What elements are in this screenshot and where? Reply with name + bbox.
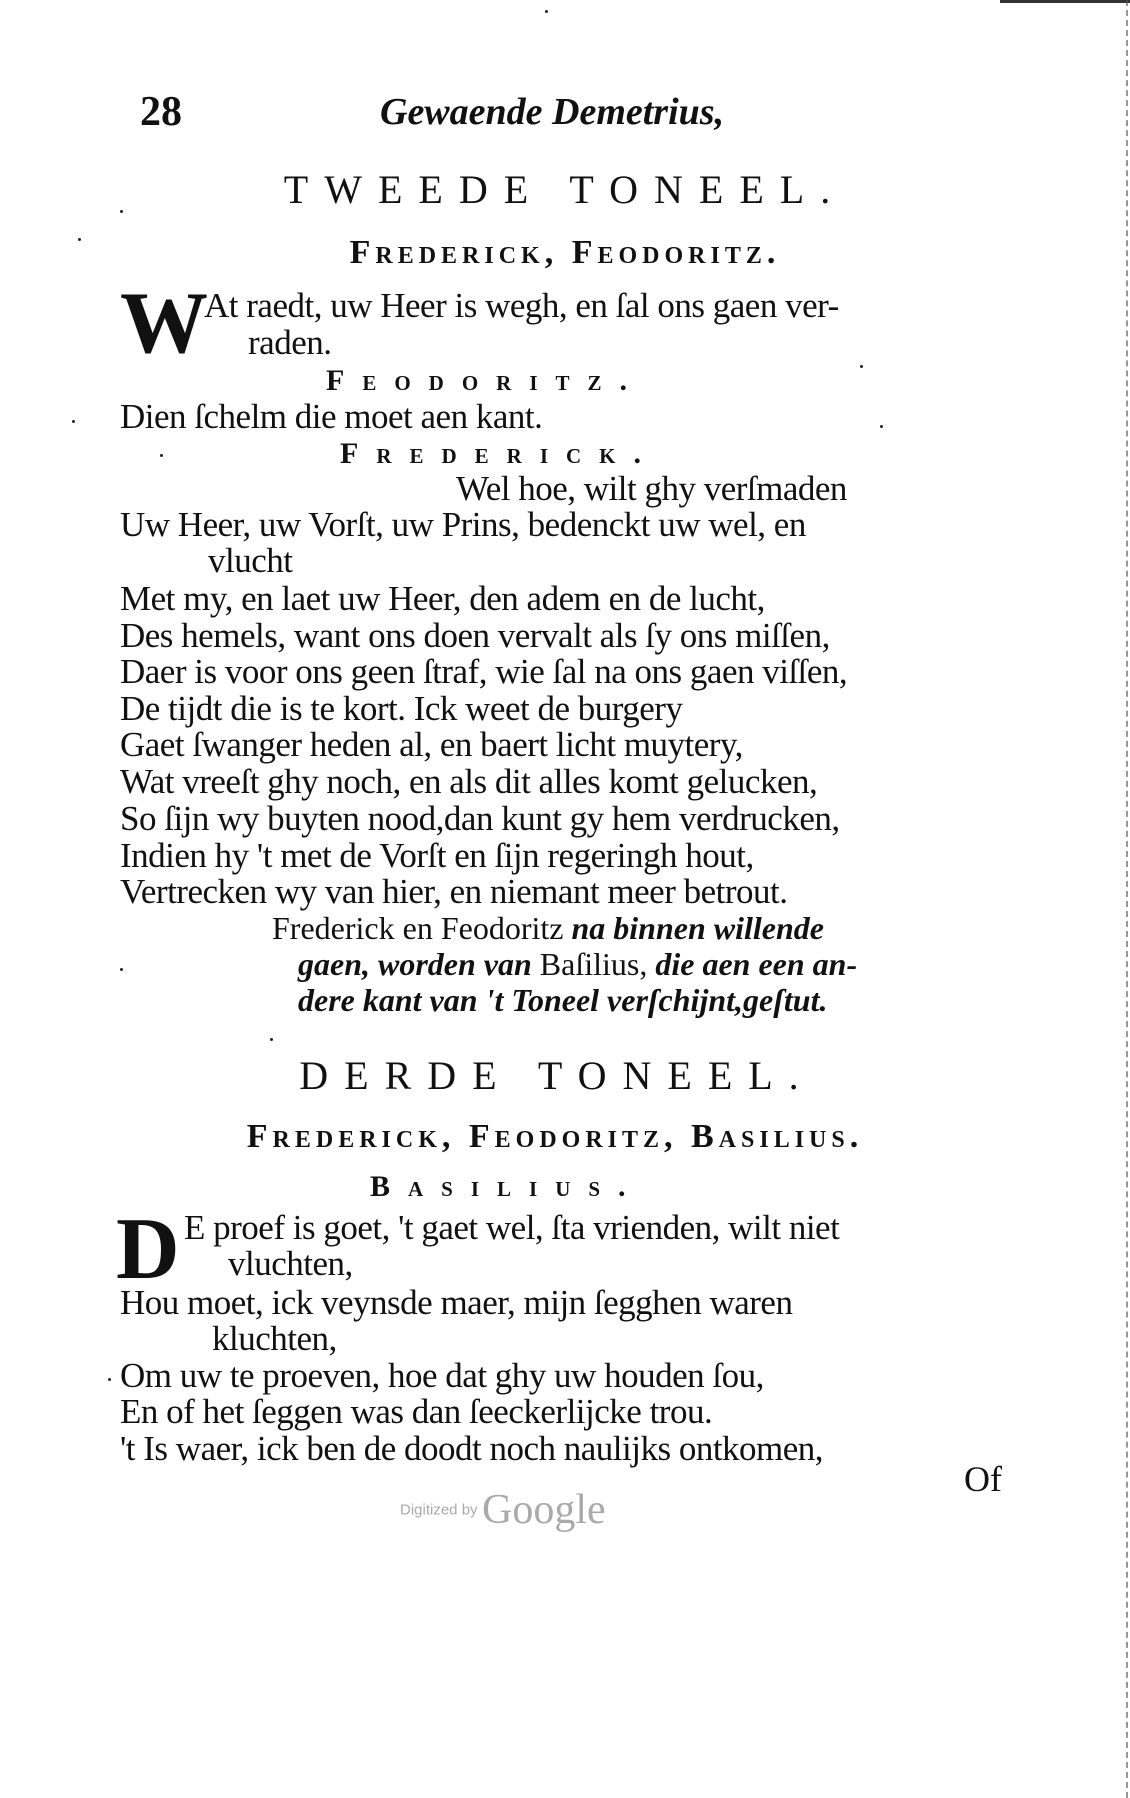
stage-direction-line xyxy=(298,946,857,983)
stage-direction-roman: Baſilius, xyxy=(539,946,648,982)
scene2-cast-list: Frederick, Feodoritz. xyxy=(349,234,781,271)
verse-line: De tijdt die is te kort. Ick weet de burgery xyxy=(120,689,683,728)
running-head xyxy=(140,88,840,138)
verse-line: Indien hy 't met de Vorſt en ſijn regeringh hout, xyxy=(120,836,754,875)
verse-line: 't Is waer, ick ben de doodt noch naulijks ontkomen, xyxy=(120,1429,824,1468)
verse-line: Met my, en laet uw Heer, den adem en de lucht, xyxy=(120,579,765,618)
stage-direction-roman: Frederick en Feodoritz xyxy=(272,910,564,946)
stage-direction-italic: die aen een an- xyxy=(655,946,858,982)
speaker-feodoritz: Feodoritz. xyxy=(326,364,646,397)
scan-speck xyxy=(860,365,863,368)
scan-speck xyxy=(270,1038,273,1041)
stage-direction-line xyxy=(272,910,824,947)
verse-line: Wat vreeſt ghy noch, en als dit alles komt gelucken, xyxy=(120,762,818,801)
scan-speck xyxy=(108,1378,111,1381)
verse-line: vluchten, xyxy=(228,1244,353,1283)
stage-direction-italic: dere kant van 't Toneel verſchijnt,geſtut. xyxy=(298,982,828,1018)
scan-speck xyxy=(120,210,123,213)
verse-line: En of het ſeggen was dan ſeeckerlijcke trou. xyxy=(120,1392,713,1431)
verse-line: raden. xyxy=(248,323,332,362)
stage-direction-italic: na binnen willende xyxy=(571,910,824,946)
speaker-basilius: Basilius. xyxy=(370,1170,644,1203)
speaker-frederick: Frederick. xyxy=(340,437,660,470)
catchword: Of xyxy=(964,1459,1002,1499)
scan-speck xyxy=(880,425,883,428)
verse-line: At raedt, uw Heer is wegh, en ſal ons gaen ver- xyxy=(204,286,839,325)
stage-direction-italic: gaen, worden van xyxy=(298,946,532,982)
verse-line: Vertrecken wy van hier, en niemant meer betrout. xyxy=(120,872,788,911)
scene-heading-derde-toneel: DERDE TONEEL. xyxy=(299,1053,815,1098)
verse-line: E proef is goet, 't gaet wel, ſta vrienden, wilt niet xyxy=(184,1208,840,1247)
running-title: Gewaende Demetrius, xyxy=(380,91,725,133)
digitized-watermark xyxy=(400,1486,606,1534)
scene3-cast-list: Frederick, Feodoritz, Basilius. xyxy=(246,1118,864,1155)
scan-speck xyxy=(72,420,75,423)
page-number: 28 xyxy=(140,89,182,135)
verse-line: So ſijn wy buyten nood,dan kunt gy hem verdrucken, xyxy=(120,799,840,838)
verse-line: Daer is voor ons geen ſtraf, wie ſal na ons gaen viſſen, xyxy=(120,652,848,691)
scene-heading-tweede-toneel: TWEEDE TONEEL. xyxy=(283,167,847,212)
scan-speck xyxy=(78,238,81,241)
scan-speck xyxy=(160,454,163,457)
google-wordmark: Google xyxy=(482,1487,606,1533)
scan-speck xyxy=(545,10,548,13)
scan-speck xyxy=(120,968,123,971)
verse-line: Uw Heer, uw Vorſt, uw Prins, bedenckt uw wel, en xyxy=(120,505,806,544)
verse-line: kluchten, xyxy=(212,1319,337,1358)
digitized-prefix: Digitized by xyxy=(400,1501,478,1519)
verse-line: Om uw te proeven, hoe dat ghy uw houden ſou, xyxy=(120,1356,764,1395)
verse-line: Hou moet, ick veynsde maer, mijn ſegghen waren xyxy=(120,1283,793,1322)
dropcap-w: W xyxy=(120,275,208,372)
verse-line: Dien ſchelm die moet aen kant. xyxy=(120,397,543,436)
page-top-edge xyxy=(1000,0,1130,3)
dropcap-d: D xyxy=(116,1201,180,1298)
stage-direction-line xyxy=(298,982,827,1019)
verse-line: vlucht xyxy=(208,541,293,580)
verse-line: Gaet ſwanger heden al, en baert licht muytery, xyxy=(120,725,743,764)
verse-line: Des hemels, want ons doen vervalt als ſy ons miſſen, xyxy=(120,616,830,655)
verse-line: Wel hoe, wilt ghy verſmaden xyxy=(456,469,847,508)
